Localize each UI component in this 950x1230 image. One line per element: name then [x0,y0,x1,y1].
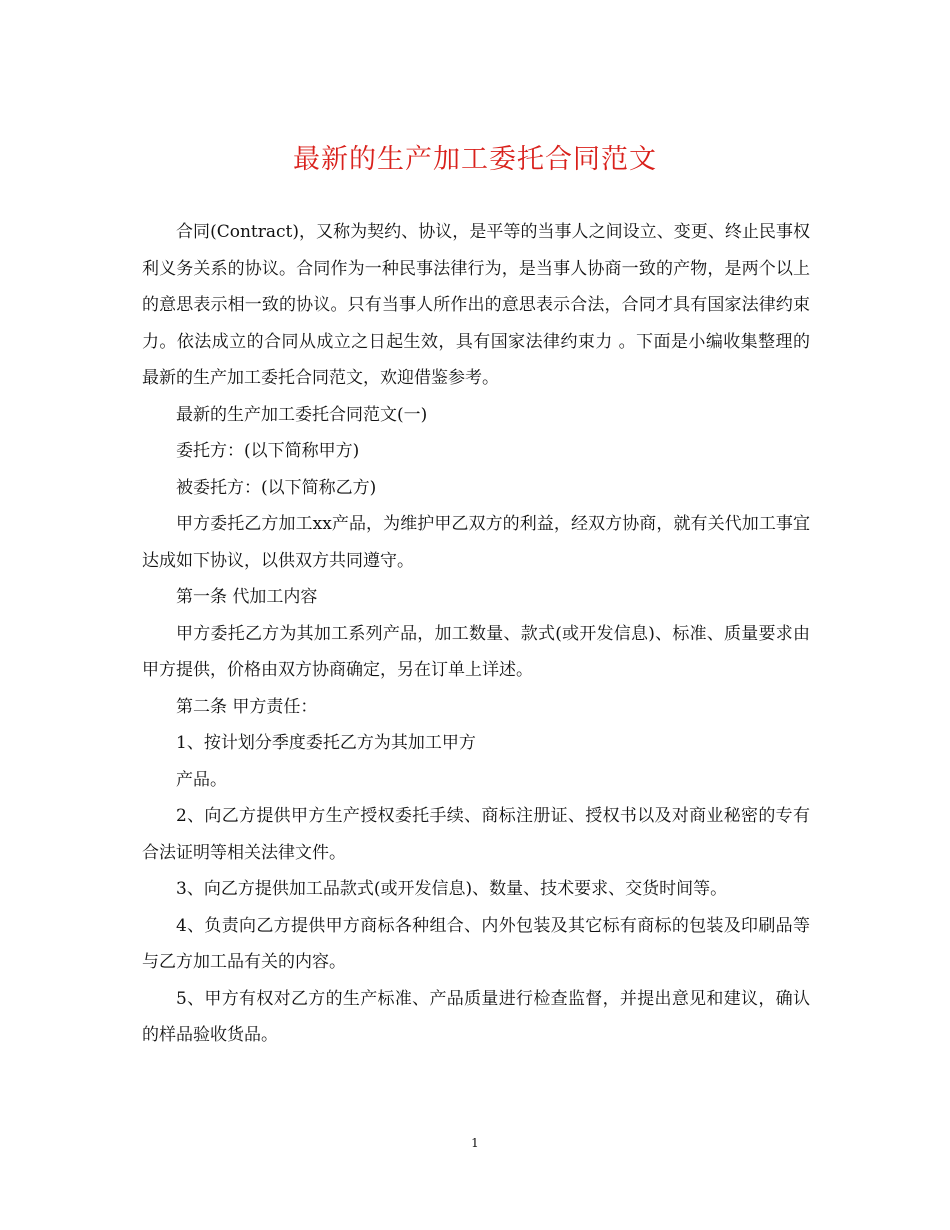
paragraph-item-5: 5、甲方有权对乙方的生产标准、产品质量进行检查监督，并提出意见和建议，确认的样品验收货品。 [142,988,810,1045]
paragraph-intro: 合同(Contract)，又称为契约、协议，是平等的当事人之间设立、变更、终止民事权利义务关系的协议。合同作为一种民事法律行为，是当事人协商一致的产物，是两个以上的意思表示相一致的协议。只有当事人所作出的意思表示合法，合同才具有国家法律约束力。依法成立的合同从成立之日起生效，具有国家法律约束力 。下面是小编收集整理的最新的生产加工委托合同范文，欢迎借鉴参考。 [142,222,810,388]
document-body [142,214,810,1054]
paragraph-article-1: 第一条 代加工内容 [176,587,318,607]
paragraph-article-1-content: 甲方委托乙方为其加工系列产品，加工数量、款式(或开发信息)、标准、质量要求由甲方提供，价格由双方协商确定，另在订单上详述。 [142,623,810,680]
paragraph-section-heading: 最新的生产加工委托合同范文(一) [176,404,428,425]
paragraph-item-1-continued: 产品。 [176,769,227,790]
paragraph-item-3: 3、向乙方提供加工品款式(或开发信息)、数量、技术要求、交货时间等。 [176,879,728,899]
paragraph-item-1: 1、按计划分季度委托乙方为其加工甲方 [176,733,476,753]
paragraph-agreement: 甲方委托乙方加工xx产品，为维护甲乙双方的利益，经双方协商，就有关代加工事宜达成如下协议，以供双方共同遵守。 [142,514,810,571]
paragraph-party-b: 被委托方：(以下简称乙方) [176,477,377,498]
paragraph-item-2: 2、向乙方提供甲方生产授权委托手续、商标注册证、授权书以及对商业秘密的专有合法证明等相关法律文件。 [142,806,810,863]
paragraph-item-4: 4、负责向乙方提供甲方商标各种组合、内外包装及其它标有商标的包装及印刷品等与乙方加工品有关的内容。 [142,915,810,972]
document-title: 最新的生产加工委托合同范文 [293,144,657,175]
paragraph-article-2: 第二条 甲方责任： [176,696,318,717]
paragraph-party-a: 委托方：(以下简称甲方) [176,441,360,461]
page-number: 1 [471,1136,479,1150]
